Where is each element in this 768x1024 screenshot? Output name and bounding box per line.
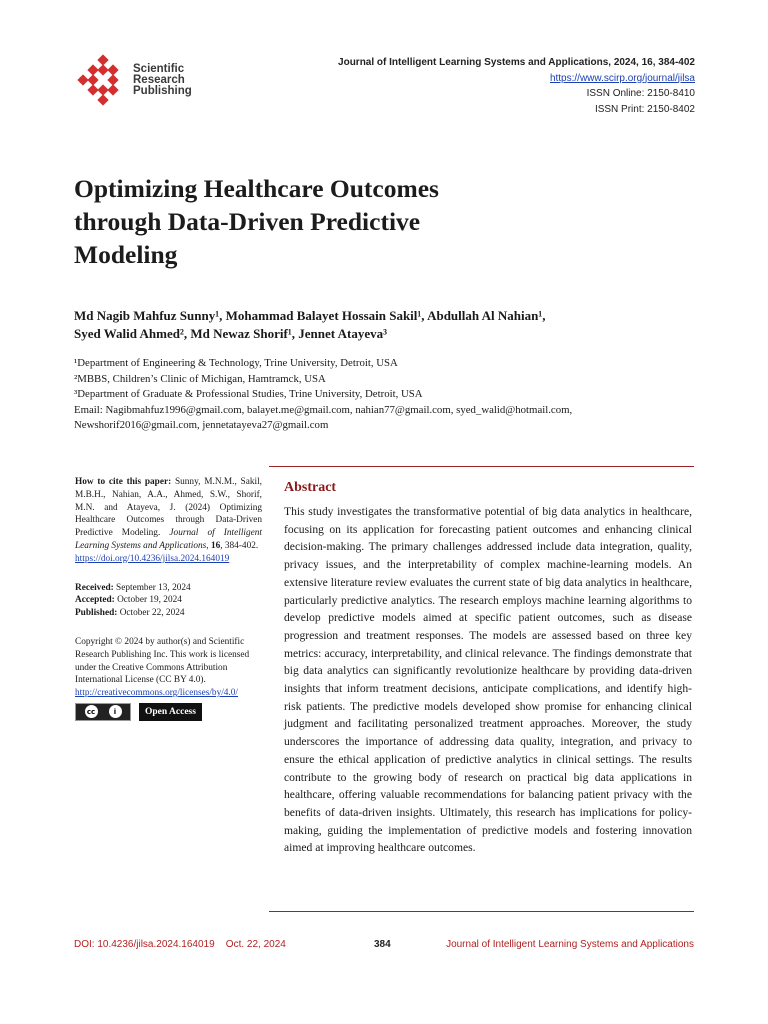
footer-date: Oct. 22, 2024 xyxy=(225,939,286,950)
by-person-icon: i xyxy=(109,705,122,718)
received-label: Received: xyxy=(75,582,114,593)
open-access-badge: Open Access xyxy=(139,703,202,721)
publisher-name xyxy=(133,64,192,97)
issn-online: ISSN Online: 2150-8410 xyxy=(586,88,695,99)
abstract-rule-bottom xyxy=(269,911,694,912)
affiliation-item: ³Department of Graduate & Professional Studies, Trine University, Detroit, USA xyxy=(74,388,423,400)
publisher-name-line: Research xyxy=(133,74,185,86)
footer-doi-date xyxy=(74,939,286,950)
logo-diamond-mark xyxy=(76,54,132,110)
footer-journal: Journal of Intelligent Learning Systems and Applications xyxy=(446,939,694,950)
cc-by-badge[interactable] xyxy=(75,703,131,721)
title-line: through Data-Driven Predictive xyxy=(74,207,421,236)
cite-doi-link[interactable]: https://doi.org/10.4236/jilsa.2024.164019 xyxy=(75,553,230,564)
abstract-heading: Abstract xyxy=(284,480,337,495)
published-date xyxy=(75,607,262,620)
copyright-text: Copyright © 2024 by author(s) and Scientific Research Publishing Inc. This work is licensed under the Creative Commons Attribution International License (CC BY 4.0). xyxy=(75,636,250,686)
cite-journal: Journal of Intelligent Learning Systems and Applications xyxy=(75,528,263,551)
accepted-value: October 19, 2024 xyxy=(117,595,182,606)
article-info-sidebar xyxy=(75,476,262,721)
footer-doi: DOI: 10.4236/jilsa.2024.164019 xyxy=(74,939,215,950)
cite-label: How to cite this paper: xyxy=(75,477,172,487)
cite-volume: 16 xyxy=(210,540,221,551)
publisher-name-line: Scientific xyxy=(133,63,185,75)
received-value: September 13, 2024 xyxy=(116,582,191,593)
affiliations xyxy=(74,356,694,434)
accepted-label: Accepted: xyxy=(75,595,115,606)
author-list xyxy=(74,307,634,343)
issn-print: ISSN Print: 2150-8402 xyxy=(594,103,695,115)
email-line: Newshorif2016@gmail.com, jennetatayeva27@gmail.com xyxy=(74,419,329,431)
how-to-cite: How to cite this paper: Sunny, M.N.M., Sakil, M.B.H., Nahian, A.A., Ahmed, S.W., Shorif, M.N. and Atayeva, J. (2024) Optimizing Healthcare Outcomes through Data-Driven Predictive Modeling. Journal of Intelligent Learning Systems and Applications, 16, 384-402. https://doi.org/10.4236/jilsa.2024.164019 xyxy=(75,477,263,564)
abstract-body: This study investigates the transformative potential of big data analytics in healthcare, focusing on its application for forecasting patient outcomes and enhancing clinical decision-making. The primary challenges addressed include data integration, quality, privacy issues, and the interpretability of complex machine-learning models. An extensive literature review evaluates the current state of big data analytics in healthcare, particularly predictive analytics. The research employs machine learning algorithms to develop predictive models aimed at specific patient outcomes, such as disease progression and treatment responses. The models are assessed based on three key metrics: accuracy, interpretability, and clinical relevance. The findings demonstrate that big data analytics can significantly revolutionize healthcare by providing data-driven insights that inform treatment decisions, anticipate complications, and identify high-risk patients. The predictive models developed show promise for enhancing clinical judgment and facilitating personalized treatment approaches. Moreover, the study underscores the importance of addressing data quality, integration, and privacy to ensure the ethical application of predictive analytics in clinical settings. The results contribute to the growing body of research on practical big data applications in healthcare, offering valuable recommendations for balancing patient privacy with the benefits of data-driven insights. Ultimately, this research has implications for policy-making, guiding the implementation of predictive models and fostering innovation aimed at improving healthcare outcomes. xyxy=(284,505,692,855)
journal-url-link[interactable]: https://www.scirp.org/journal/jilsa xyxy=(549,72,695,84)
license-link[interactable]: http://creativecommons.org/licenses/by/4.0/ xyxy=(75,688,239,699)
license-badges xyxy=(75,703,262,721)
published-label: Published: xyxy=(75,608,118,619)
abstract-rule-top xyxy=(269,466,694,467)
received-date xyxy=(75,582,262,595)
page-number: 384 xyxy=(374,939,391,950)
cite-text: Sunny, M.N.M., Sakil, M.B.H., Nahian, A.A., Ahmed, S.W., Shorif, M.N. and Atayeva, J. (2024) Optimizing Healthcare Outcomes through Data-Driven Predictive Modeling. xyxy=(75,477,262,539)
affiliation-item: ²MBBS, Children’s Clinic of Michigan, Hamtramck, USA xyxy=(74,372,326,385)
published-value: October 22, 2024 xyxy=(119,608,185,619)
journal-header xyxy=(338,55,695,117)
affiliation-item: ¹Department of Engineering & Technology, Trine University, Detroit, USA xyxy=(74,357,398,369)
journal-citation: Journal of Intelligent Learning Systems and Applications, 2024, 16, 384-402 xyxy=(338,57,695,68)
cc-icon: cc xyxy=(85,705,98,718)
page-footer xyxy=(74,939,694,953)
publisher-name-line: Publishing xyxy=(133,85,192,97)
cite-pages: , 384-402. xyxy=(220,540,259,551)
author-line: Syed Walid Ahmed², Md Newaz Shorif¹, Jennet Atayeva³ xyxy=(74,326,387,341)
accepted-date xyxy=(75,594,262,607)
email-line: Email: Nagibmahfuz1996@gmail.com, balayet.me@gmail.com, nahian77@gmail.com, syed_walid@hotmail.com, xyxy=(74,403,573,416)
title-line: Optimizing Healthcare Outcomes xyxy=(74,174,439,203)
publisher-logo xyxy=(76,54,206,110)
author-line: Md Nagib Mahfuz Sunny¹, Mohammad Balayet Hossain Sakil¹, Abdullah Al Nahian¹, xyxy=(74,308,546,323)
copyright-notice xyxy=(75,636,262,721)
article-dates xyxy=(75,582,262,620)
paper-title xyxy=(74,172,544,271)
title-line: Modeling xyxy=(74,240,178,269)
